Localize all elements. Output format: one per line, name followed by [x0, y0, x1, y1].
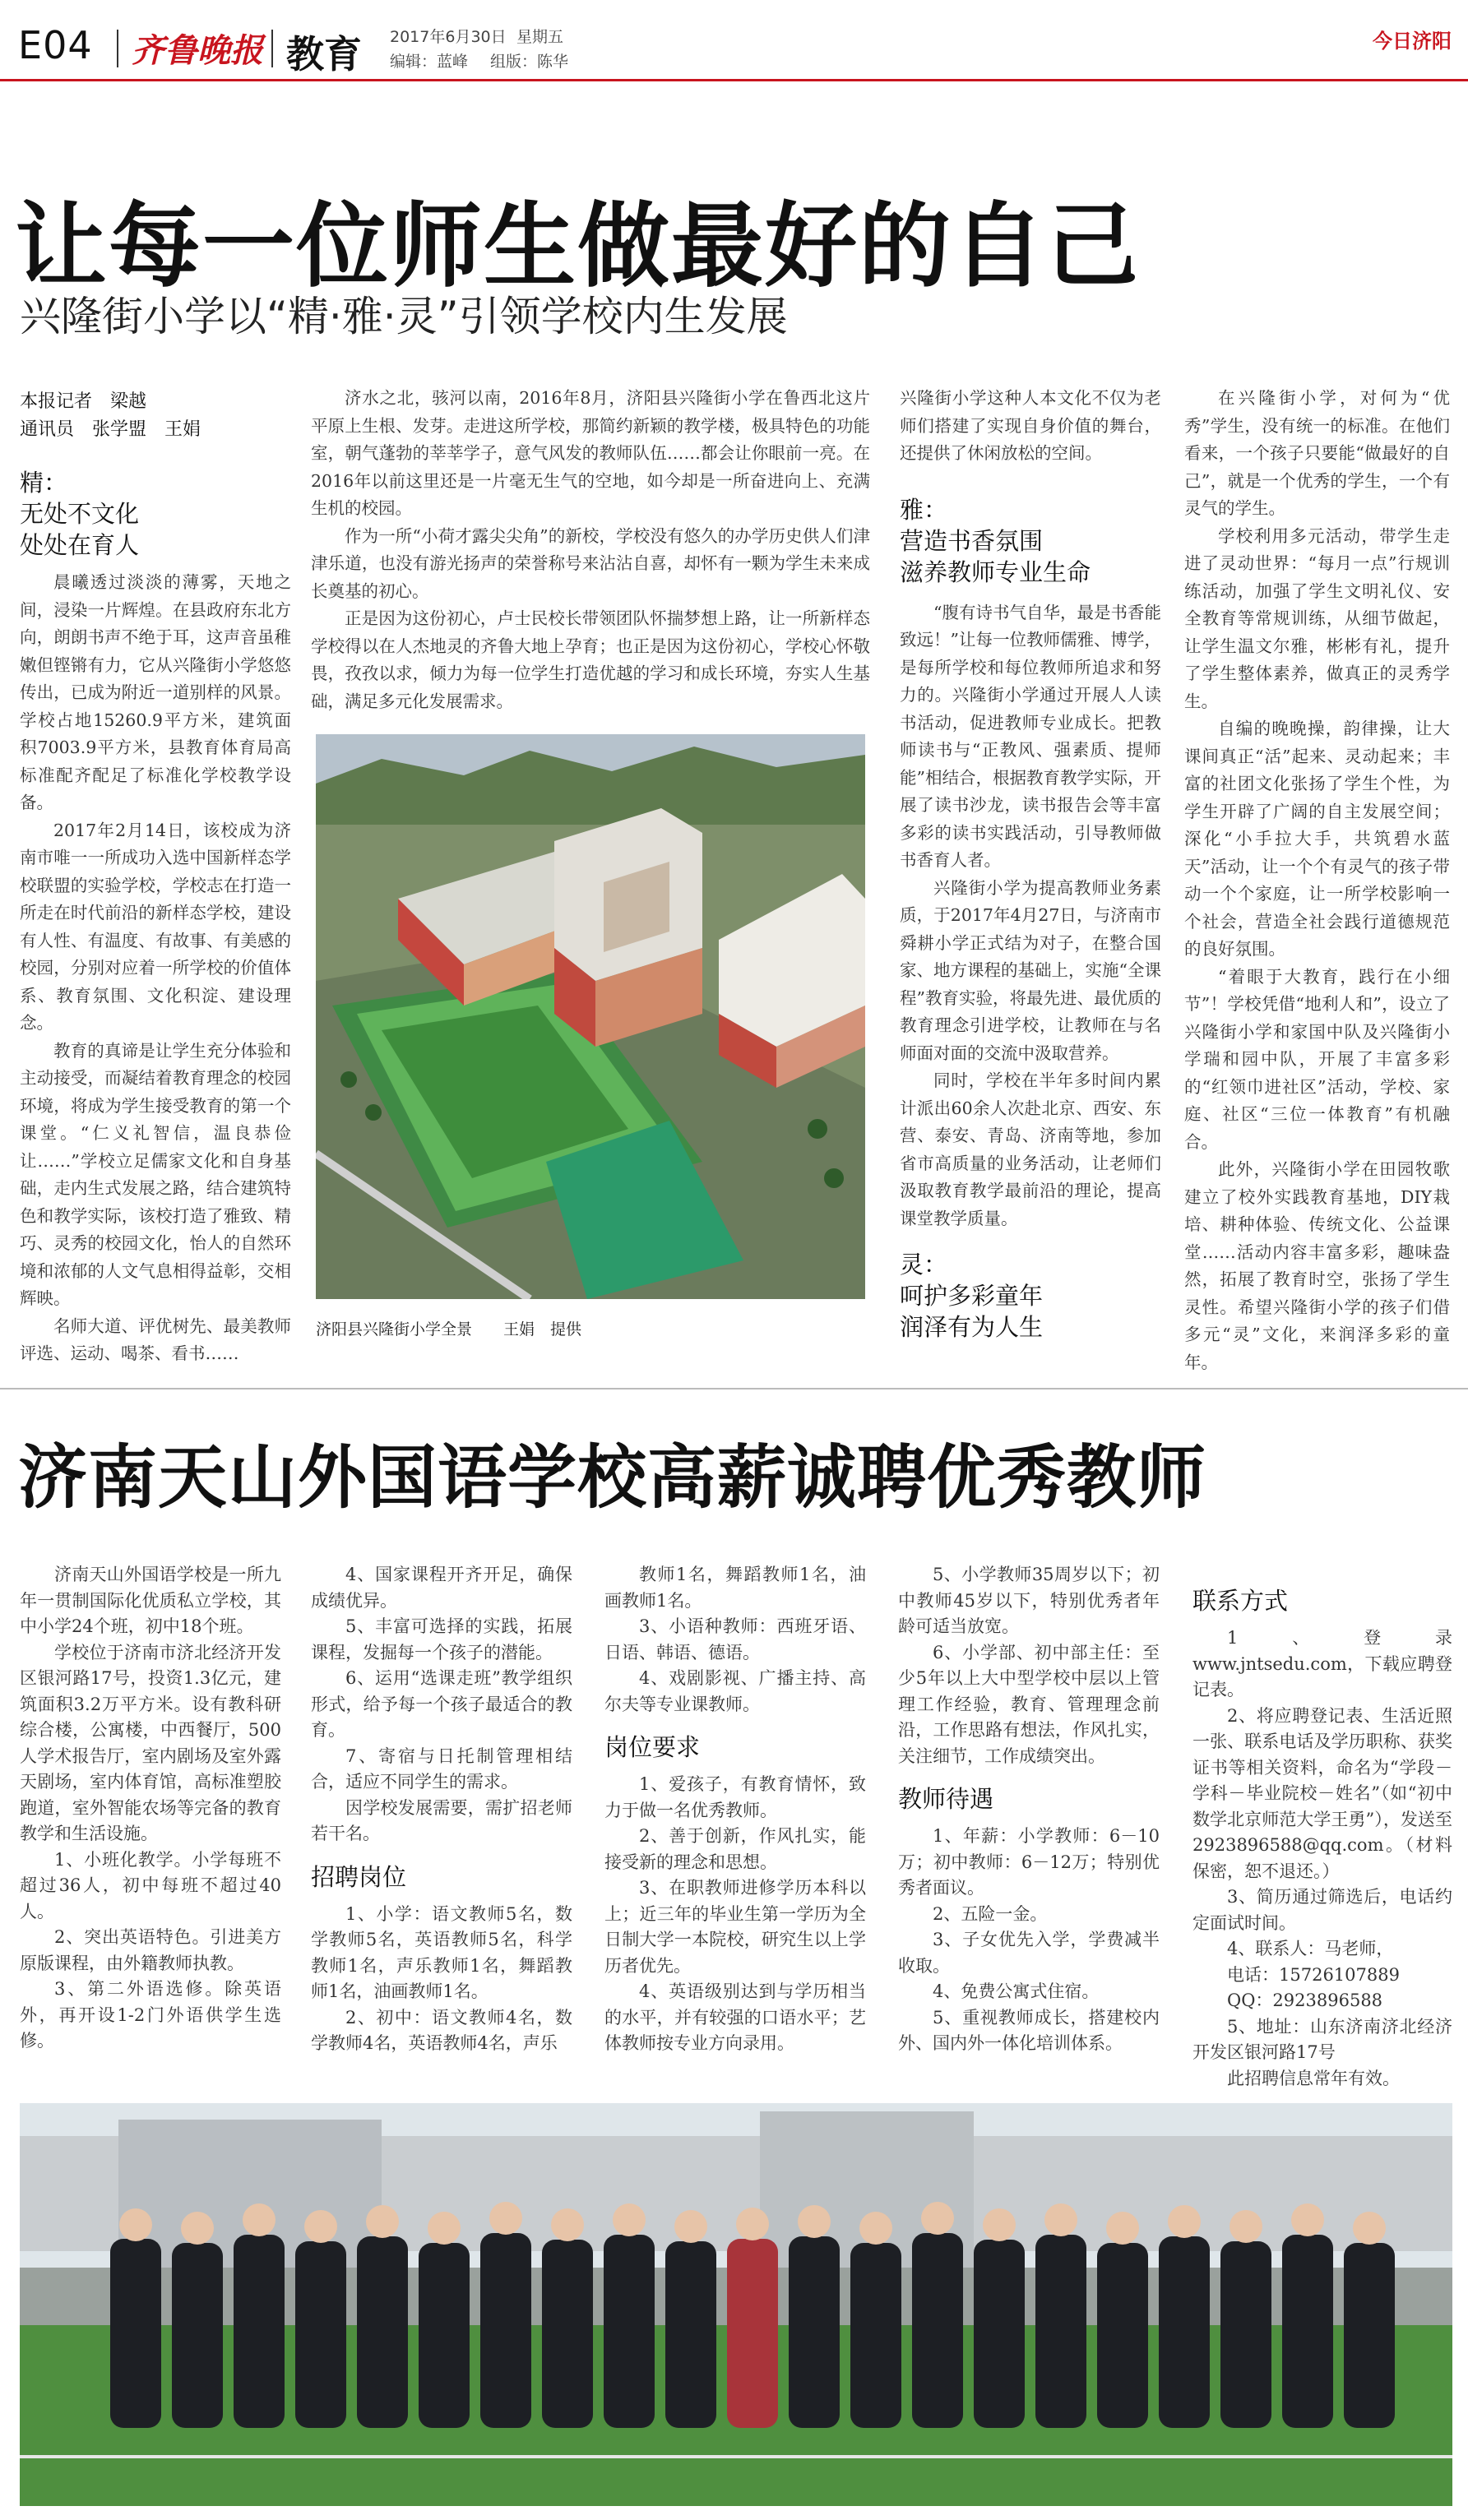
- ad-headline: 济南天山外国语学校高薪诚聘优秀教师: [18, 1437, 1207, 1518]
- article-column-1: [20, 388, 291, 1368]
- header-rule: [0, 79, 1468, 81]
- article-column-4: 在兴隆街小学，对何为“优秀”学生，没有统一的标准。在他们看来，一个孩子只要能“做最好的自己”，就是一个优秀的学生，一个有灵气的学生。 学校利用多元活动，带学生走进了灵动世界：“每月一点”行规训练活动，加强了学生文明礼仪、安全教育等常规训练，从细节做起，让学生温文尔雅，彬彬有礼，提升了学生整体素养，做真正的灵秀学生。 自编的晚晚操，韵律操，让大课间真正“活”起来、灵动起来；丰富的社团文化张扬了学生个性，为学生开辟了广阔的自主发展空间；深化“小手拉大手，共筑碧水蓝天”活动，让一个个有灵气的孩子带动一个个家庭，让一所学校影响一个社会，营造全社会践行道德规范的良好氛围。 “着眼于大教育，践行在小细节”！学校凭借“地利人和”，设立了兴隆街小学和家国中队及兴隆街小学瑞和园中队，开展了丰富多彩的“红领巾进社区”活动，学校、家庭、社区“三位一体教育”有机融合。 此外，兴隆街小学在田园牧歌建立了校外实践教育基地，DIY栽培、耕种体验、传统文化、公益课堂……活动内容丰富多彩，趣味盎然，拓展了教育时空，张扬了学生灵性。希望兴隆街小学的孩子们借多元“灵”文化，来润泽多彩的童年。: [1184, 388, 1450, 1372]
- header-divider: [271, 30, 273, 67]
- article-separator: [0, 1388, 1468, 1389]
- ad-column-1: 济南天山外国语学校是一所九年一贯制国际化优质私立学校，其中小学24个班，初中18个班。 学校位于济南市济北经济开发区银河路17号，投资1.3亿元，建筑面积3.2万平方米。设有教科研综合楼，公寓楼，中西餐厅，500人学术报告厅，室内剧场及室外露天剧场，室内体育馆，高标准塑胶跑道，室外智能农场等完备的教育教学和生活设施。 1、小班化教学。小学每班不超过36人，初中每班不超过40人。 2、突出英语特色。引进美方原版课程，由外籍教师执教。 3、第二外语选修。除英语外，再开设1-2门外语供学生选修。: [20, 1565, 281, 2051]
- column-text: “腹有诗书气自华，最是书香能致远！”让每一位教师儒雅、博学，是每所学校和每位教师所追求和努力的。兴隆街小学通过开展人人读书活动，促进教师专业成长。把教师读书与“正教风、强素质、提师能”相结合，根据教育教学实际，开展了读书沙龙，读书报告会等丰富多彩的读书实践活动，引导教师做书香育人者。 兴隆街小学为提高教师业务素质，于2017年4月27日，与济南市舜耕小学正式结为对子，在整合国家、地方课程的基础上，实施“全课程”教育实验，将最先进、最优质的教育理念引进学校，让教师在与名师面对面的交流中汲取营养。 同时，学校在半年多时间内累计派出60余人次赴北京、西安、东营、泰安、青岛、济南等地，参加省市高质量的业务活动，让老师们汲取教育教学最前沿的理论，提高课堂教学质量。: [900, 602, 1161, 1228]
- editor-credit: 编辑：蓝峰: [390, 53, 469, 71]
- ad-column-5: 联系方式 1、登录www.jntsedu.com，下载应聘登记表。 2、将应聘登记表、生活近照一张、联系电话及学历职称、获奖证书等相关资料，命名为“学段－学科－毕业院校－姓名”（如“初中数学北京师范大学王勇”），发送至2923896588@qq.com。（材料保密，恕不退还。） 3、简历通过筛选后，电话约定面试时间。 4、联系人：马老师， 电话：15726107889 QQ：2923896588 5、地址：山东济南济北经济开发区银河路17号 此招聘信息常年有效。: [1192, 1583, 1452, 2092]
- section-heading-benefits: 教师待遇: [898, 1785, 994, 1813]
- teachers-group-photo: [20, 2103, 1452, 2506]
- section-heading-recruit: 招聘岗位: [311, 1862, 407, 1891]
- ad-column-3: 教师1名，舞蹈教师1名，油画教师1名。 3、小语种教师：西班牙语、日语、韩语、德语。 4、戏剧影视、广播主持、高尔夫等专业课教师。 岗位要求 1、爱孩子，有教育情怀，致力于做一名优秀教师。 2、善于创新，作风扎实，能接受新的理念和思想。 3、在职教师进修学历本科以上；近三年的毕业生第一学历为全日制大学一本院校，研究生以上学历者优先。 4、英语级别达到与学历相当的水平，并有较强的口语水平；艺体教师按专业方向录用。: [604, 1565, 866, 2053]
- school-aerial-photo: [316, 734, 865, 1299]
- section-heading-ling: 灵： 呵护多彩童年 润泽有为人生: [900, 1251, 1044, 1341]
- column-text: 兴隆街小学这种人本文化不仅为老师们搭建了实现自身价值的舞台，还提供了休闲放松的空间。: [900, 388, 1161, 463]
- photo-caption: 济阳县兴隆街小学全景 王娟 提供: [316, 1320, 582, 1339]
- issue-date: 2017年6月30日: [390, 28, 507, 46]
- issue-weekday: 星期五: [516, 28, 564, 46]
- section-heading-requirements: 岗位要求: [604, 1733, 701, 1761]
- byline-reporter: 本报记者 梁越: [20, 391, 147, 412]
- section-heading-ya: 雅： 营造书香氛围 滋养教师专业生命: [900, 495, 1091, 586]
- edition-label: 今日济阳: [1373, 30, 1452, 53]
- header-divider: [117, 30, 118, 67]
- layout-credit: 组版：陈华: [490, 53, 569, 71]
- article-subheadline: 兴隆街小学以“精·雅·灵”引领学校内生发展: [20, 293, 788, 340]
- section-heading-jing: 精： 无处不文化 处处在育人: [20, 469, 140, 559]
- article-column-3: [900, 385, 1161, 1343]
- page-number: E04: [18, 23, 93, 67]
- ad-column-2: 4、国家课程开齐开足，确保成绩优异。 5、丰富可选择的实践，拓展课程，发掘每一个孩子的潜能。 6、运用“选课走班”教学组织形式，给予每一个孩子最适合的教育。 7、寄宿与日托制管理相结合，适应不同学生的需求。 因学校发展需要，需扩招老师若干名。 招聘岗位 1、小学：语文教师5名，数学教师5名，英语教师5名，科学教师1名，声乐教师1名，舞蹈教师1名，油画教师1名。 2、初中：语文教师4名，数学教师4名，英语教师4名，声乐: [311, 1565, 572, 2053]
- article-headline: 让每一位师生做最好的自己: [15, 193, 1140, 300]
- newspaper-logo: 齐鲁晚报: [132, 31, 263, 70]
- article-intro: 济水之北，骇河以南，2016年8月，济阳县兴隆街小学在鲁西北这片平原上生根、发芽。走进这所学校，那简约新颖的教学楼，极具特色的功能室，朝气蓬勃的莘莘学子，意气风发的教师队伍……都会让你眼前一亮。在2016年以前这里还是一片毫无生气的空地，如今却是一所奋进向上、充满生机的校园。 作为一所“小荷才露尖尖角”的新校，学校没有悠久的办学历史供人们津津乐道，也没有游光扬声的荣誉称号来沾沾自喜，却怀有一颗为学生未来成长奠基的初心。 正是因为这份初心，卢士民校长带领团队怀揣梦想上路，让一所新样态学校得以在人杰地灵的齐鲁大地上孕育；也正是因为这份初心，学校心怀敬畏，孜孜以求，倾力为每一位学生打造优越的学习和成长环境，夯实人生基础，满足多元化发展需求。: [311, 388, 870, 711]
- section-heading-contact: 联系方式: [1192, 1587, 1289, 1615]
- ad-column-4: 5、小学教师35周岁以下；初中教师45岁以下，特别优秀者年龄可适当放宽。 6、小学部、初中部主任：至少5年以上大中型学校中层以上管理工作经验，教育、管理理念前沿，工作思路有想法，作风扎实，关注细节，工作成绩突出。 教师待遇 1、年薪：小学教师：6－10万；初中教师：6－12万；特别优秀者面议。 2、五险一金。 3、子女优先入学，学费减半收取。 4、免费公寓式住宿。 5、重视教师成长，搭建校内外、国内外一体化培训体系。: [898, 1565, 1160, 2053]
- section-title: 教育: [286, 32, 362, 76]
- byline-correspondent: 通讯员 张学盟 王娟: [20, 419, 201, 440]
- column-text: 晨曦透过淡淡的薄雾，天地之间，浸染一片辉煌。在县政府东北方向，朗朗书声不绝于耳，这声音虽稚嫩但铿锵有力，它从兴隆街小学悠悠传出，已成为附近一道别样的风景。学校占地15260.9平方米，建筑面积7003.9平方米，县教育体育局高标准配齐配足了标准化学校教学设备。 2017年2月14日，该校成为济南市唯一一所成功入选中国新样态学校联盟的实验学校，学校志在打造一所走在时代前沿的新样态学校，建设有人性、有温度、有故事、有美感的校园，分别对应着一所学校的价值体系、教育氛围、文化积淀、建设理念。 教育的真谛是让学生充分体验和主动接受，而凝结着教育理念的校园环境，将成为学生接受教育的第一个课堂。“仁义礼智信，温良恭俭让……”学校立足儒家文化和自身基础，走内生式发展之路，结合建筑特色和教学实际，该校打造了雅致、精巧、灵秀的校园文化，怡人的自然环境和浓郁的人文气息相得益彰，交相辉映。 名师大道、评优树先、最美教师评选、运动、喝茶、看书……: [20, 572, 291, 1363]
